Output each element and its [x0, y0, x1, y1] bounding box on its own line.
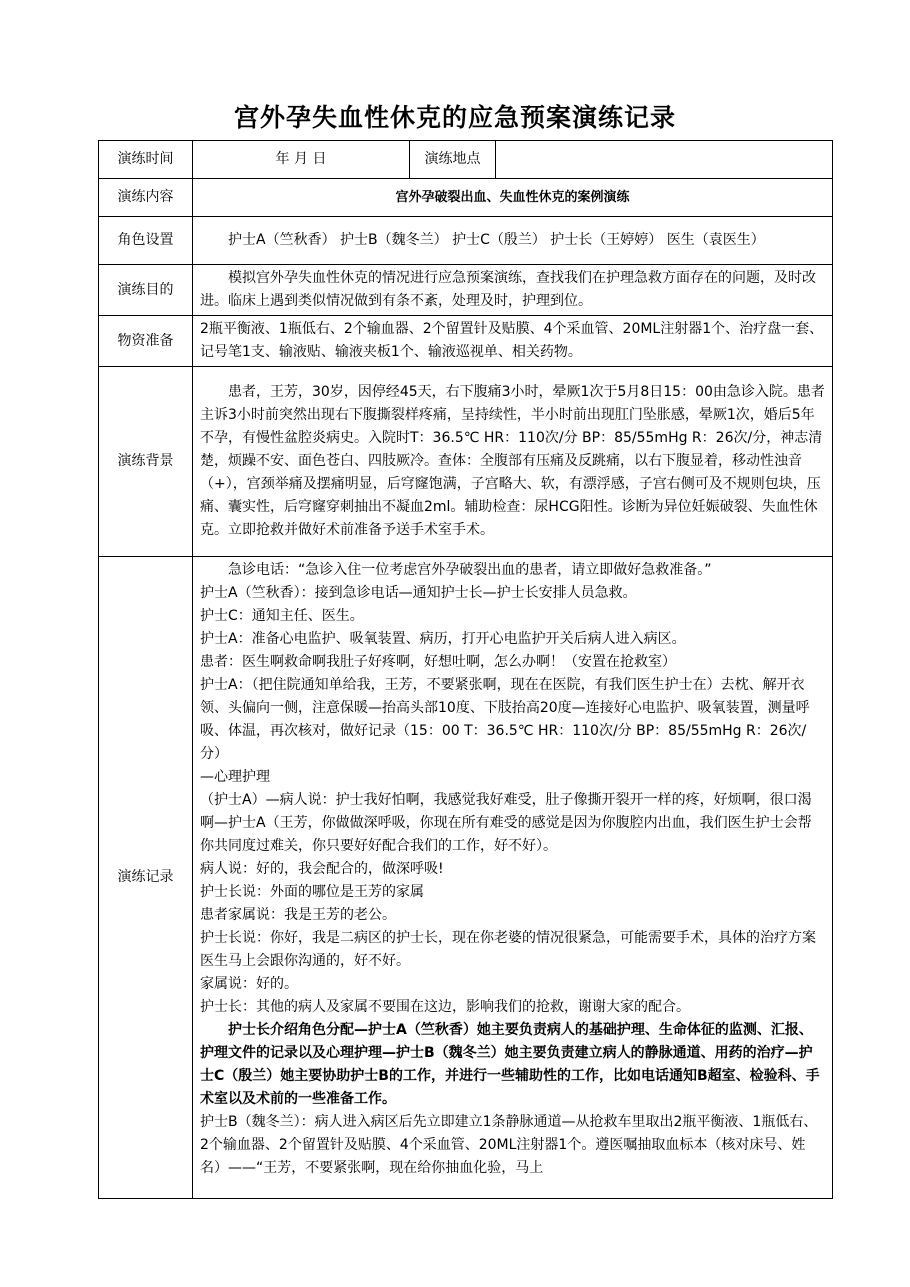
drill-content-label: 演练内容 [99, 179, 193, 217]
record-paragraph: 护士A（竺秋香）：接到急诊电话—通知护士长—护士长安排人员急救。 [200, 585, 637, 601]
record-paragraph: 护士长说：外面的哪位是王芳的家属 [200, 884, 424, 900]
record-paragraph: （护士A）—病人说：护士我好怕啊，我感觉我好难受，肚子像撕开裂开一样的疼，好烦啊，很口渴啊—护士A（王芳，你做做深呼吸，你现在所有难受的感觉是因为你腹腔内出血，我们医生护士会帮你共同度过难关，你只要好好配合我们的工作，好不好）。 [200, 792, 812, 854]
row-materials [99, 316, 833, 367]
purpose-label: 演练目的 [99, 265, 193, 316]
drill-content-value: 宫外孕破裂出血、失血性休克的案例演练 [193, 179, 833, 217]
row-purpose [99, 265, 833, 316]
drill-place-value [496, 141, 833, 179]
drill-record-table [98, 140, 833, 1199]
materials-value [193, 316, 833, 367]
background-value [193, 367, 833, 557]
roles-value [193, 217, 833, 265]
record-paragraph: 护士A：（把住院通知单给我，王芳，不要紧张啊，现在在医院，有我们医生护士在）去枕、解开衣领、头偏向一侧，注意保暖—抬高头部10度、下肢抬高20度—连接好心电监护、吸氧装置，测量呼吸、体温，再次核对，做好记录（15：00 T：36.5℃ HR：110次/分 BP：85/55mHg R：26次/分） [200, 677, 810, 762]
record-paragraph: 护士长：其他的病人及家属不要围在这边，影响我们的抢救，谢谢大家的配合。 [200, 999, 690, 1015]
record-paragraph: —心理护理 [200, 769, 270, 785]
record-paragraph: 护士长介绍角色分配—护士A（竺秋香）她主要负责病人的基础护理、生命体征的监测、汇报、护理文件的记录以及心理护理—护士B（魏冬兰）她主要负责建立病人的静脉通道、用药的治疗—护士C（殷兰）她主要协助护士B的工作，并进行一些辅助性的工作，比如电话通知B超室、检验科、手术室以及术前的一些准备工作。 [200, 1022, 820, 1107]
background-label: 演练背景 [99, 367, 193, 557]
record-paragraph: 家属说：好的。 [200, 976, 298, 992]
record-paragraph: 护士A：准备心电监护、吸氧装置、病历，打开心电监护开关后病人进入病区。 [200, 631, 686, 647]
row-drill-time [99, 141, 833, 179]
record-paragraph: 护士长说：你好，我是二病区的护士长，现在你老婆的情况很紧急，可能需要手术，具体的治疗方案医生马上会跟你沟通的，好不好。 [200, 930, 816, 969]
background-text: 患者，王芳，30岁，因停经45天，右下腹痛3小时，晕厥1次于5月8日15：00由急诊入院。患者主诉3小时前突然出现右下腹撕裂样疼痛，呈持续性，半小时前出现肛门坠胀感，晕厥1次，婚后5年不孕，有慢性盆腔炎病史。入院时T：36.5℃ HR：110次/分 BP：85/55mHg R：26次/分，神志清楚，烦躁不安、面色苍白、四肢厥冷。查体：全腹部有压痛及反跳痛，以右下腹显着，移动性浊音（+），宫颈举痛及摆痛明显，后穹窿饱满，子宫略大、软，有漂浮感，子宫右侧可及不规则包块，压痛、囊实性，后穹窿穿刺抽出不凝血2ml。辅助检查：尿HCG阳性。诊断为异位妊娠破裂、失血性休克。立即抢救并做好术前准备予送手术室手术。 [200, 384, 825, 538]
row-record [99, 557, 833, 1199]
drill-time-label: 演练时间 [99, 141, 193, 179]
row-drill-content [99, 179, 833, 217]
record-paragraph: 患者家属说：我是王芳的老公。 [200, 907, 396, 923]
drill-time-value: 年 月 日 [193, 141, 410, 179]
drill-place-label: 演练地点 [410, 141, 496, 179]
record-paragraph: 患者：医生啊救命啊我肚子好疼啊，好想吐啊，怎么办啊！（安置在抢救室） [200, 654, 676, 670]
record-paragraph: 护士C：通知主任、医生。 [200, 608, 364, 624]
record-paragraph: 急诊电话：“急诊入住一位考虑宫外孕破裂出血的患者，请立即做好急救准备。” [228, 562, 712, 578]
roles-label: 角色设置 [99, 217, 193, 265]
purpose-text: 模拟宫外孕失血性休克的情况进行应急预案演练，查找我们在护理急救方面存在的问题，及时改进。临床上遇到类似情况做到有条不紊，处理及时，护理到位。 [200, 270, 816, 309]
materials-text: 2瓶平衡液、1瓶低右、2个输血器、2个留置针及贴膜、4个采血管、20ML注射器1个、治疗盘一套、记号笔1支、输液贴、输液夹板1个、输液巡视单、相关药物。 [200, 321, 824, 360]
page-title: 宫外孕失血性休克的应急预案演练记录 [233, 103, 676, 132]
record-label: 演练记录 [99, 557, 193, 1199]
materials-label: 物资准备 [99, 316, 193, 367]
record-paragraph: 病人说：好的，我会配合的，做深呼吸! [200, 861, 444, 877]
row-background [99, 367, 833, 557]
roles-text: 护士A（竺秋香） 护士B（魏冬兰） 护士C（殷兰） 护士长（王婷婷） 医生（袁医生） [228, 232, 765, 248]
purpose-value [193, 265, 833, 316]
record-paragraph: 护士B（魏冬兰）：病人进入病区后先立即建立1条静脉通道—从抢救车里取出2瓶平衡液、1瓶低右、2个输血器、2个留置针及贴膜、4个采血管、20ML注射器1个。遵医嘱抽取血标本（核对床号、姓名）——“王芳，不要紧张啊，现在给你抽血化验，马上 [200, 1114, 818, 1176]
record-value [193, 557, 833, 1199]
row-roles [99, 217, 833, 265]
